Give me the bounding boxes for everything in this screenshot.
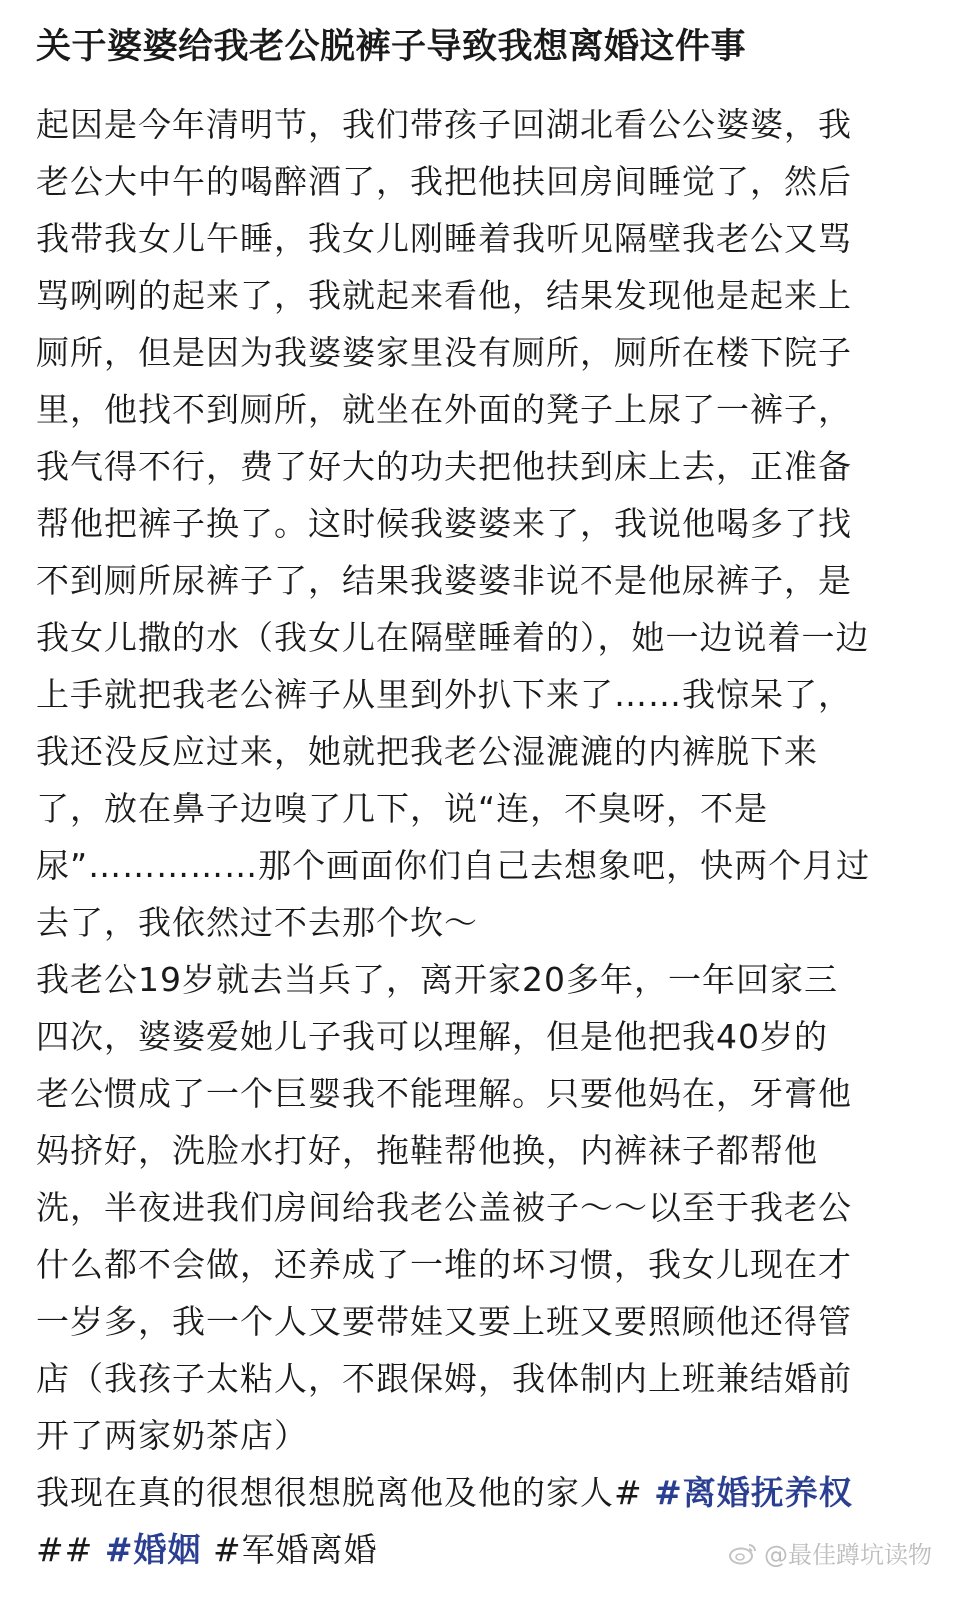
hashtag-divorce-custody[interactable]: #离婚抚养权	[654, 1473, 853, 1512]
paragraph-1-line-15: 去了，我依然过不去那个坎～	[36, 903, 478, 942]
paragraph-2-line-9: 开了两家奶茶店）	[36, 1416, 308, 1455]
watermark	[728, 1535, 932, 1570]
post-container	[36, 22, 912, 1578]
post-body	[36, 96, 912, 1578]
hashtag-marriage[interactable]: #婚姻	[104, 1530, 202, 1569]
paragraph-2	[36, 951, 912, 1464]
paragraph-2-line-7: 一岁多，我一个人又要带娃又要上班又要照顾他还得管	[36, 1302, 852, 1341]
paragraph-1-line-1: 起因是今年清明节，我们带孩子回湖北看公公婆婆，我	[36, 105, 852, 144]
paragraph-1-line-9: 不到厕所尿裤子了，结果我婆婆非说不是他尿裤子，是	[36, 561, 852, 600]
paragraph-1-line-8: 帮他把裤子换了。这时候我婆婆来了，我说他喝多了找	[36, 504, 852, 543]
paragraph-1-line-13: 了，放在鼻子边嗅了几下，说“连，不臭呀，不是	[36, 789, 769, 828]
paragraph-1-line-3: 我带我女儿午睡，我女儿刚睡着我听见隔壁我老公又骂	[36, 219, 852, 258]
paragraph-1-line-14: 尿”……………那个画面你们自己去想象吧，快两个月过	[36, 846, 871, 885]
paragraph-1-line-2: 老公大中午的喝醉酒了，我把他扶回房间睡觉了，然后	[36, 162, 852, 201]
hash-marks: ##	[36, 1530, 94, 1569]
watermark-text: @最佳蹲坑读物	[764, 1541, 932, 1569]
paragraph-2-line-5: 洗，半夜进我们房间给我老公盖被子～～以至于我老公	[36, 1188, 852, 1227]
paragraph-2-line-1: 我老公19岁就去当兵了，离开家20多年，一年回家三	[36, 960, 838, 999]
paragraph-2-line-2: 四次，婆婆爱她儿子我可以理解，但是他把我40岁的	[36, 1017, 828, 1056]
post-title: 关于婆婆给我老公脱裤子导致我想离婚这件事	[36, 27, 747, 67]
hashtag-military-divorce[interactable]: #军婚离婚	[212, 1530, 378, 1569]
paragraph-1-line-6: 里，他找不到厕所，就坐在外面的凳子上尿了一裤子，	[36, 390, 852, 429]
paragraph-1-line-7: 我气得不行，费了好大的功夫把他扶到床上去，正准备	[36, 447, 852, 486]
closing-statement: 我现在真的很想很想脱离他及他的家人#	[36, 1473, 643, 1512]
paragraph-2-line-4: 妈挤好，洗脸水打好，拖鞋帮他换，内裤袜子都帮他	[36, 1131, 818, 1170]
paragraph-1-line-4: 骂咧咧的起来了，我就起来看他，结果发现他是起来上	[36, 276, 852, 315]
paragraph-2-line-6: 什么都不会做，还养成了一堆的坏习惯，我女儿现在才	[36, 1245, 852, 1284]
paragraph-2-line-3: 老公惯成了一个巨婴我不能理解。只要他妈在，牙膏他	[36, 1074, 852, 1113]
paragraph-2-line-8: 店（我孩子太粘人，不跟保姆，我体制内上班兼结婚前	[36, 1359, 852, 1398]
paragraph-1-line-11: 上手就把我老公裤子从里到外扒下来了……我惊呆了，	[36, 675, 852, 714]
paragraph-3-line-1	[36, 1464, 912, 1521]
paragraph-1-line-10: 我女儿撒的水（我女儿在隔壁睡着的），她一边说着一边	[36, 618, 870, 657]
weibo-icon	[728, 1541, 758, 1565]
paragraph-1	[36, 96, 912, 951]
paragraph-1-line-12: 我还没反应过来，她就把我老公湿漉漉的内裤脱下来	[36, 732, 818, 771]
paragraph-1-line-5: 厕所，但是因为我婆婆家里没有厕所，厕所在楼下院子	[36, 333, 852, 372]
